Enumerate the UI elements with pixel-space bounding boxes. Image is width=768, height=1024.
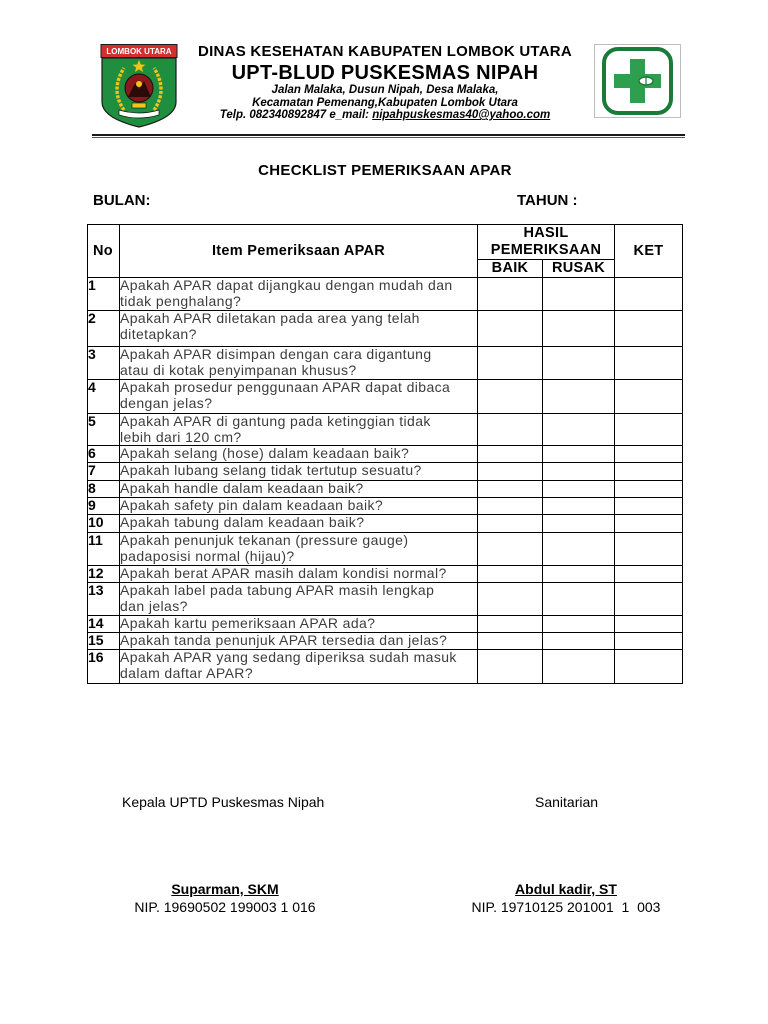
item-text: Apakah prosedur penggunaan APAR dapat dibaca dengan jelas?: [120, 380, 478, 414]
result-damaged-cell: [543, 278, 615, 311]
result-damaged-cell: [543, 515, 615, 533]
header-result: HASIL PEMERIKSAAN: [478, 225, 615, 260]
row-number: 10: [88, 515, 120, 533]
item-text: Apakah berat APAR masih dalam kondisi normal?: [120, 566, 478, 583]
table-row: [88, 498, 683, 515]
table-row: [88, 446, 683, 463]
row-number: 8: [88, 481, 120, 498]
table-row: [88, 533, 683, 566]
left-signatory-role: Kepala UPTD Puskesmas Nipah: [122, 794, 325, 810]
row-number: 14: [88, 616, 120, 633]
left-signatory-nip: NIP. 19690502 199003 1 016: [134, 899, 316, 915]
phone-number: Telp. 082340892847: [219, 109, 327, 121]
row-number: 3: [88, 347, 120, 380]
institution-name: UPT-BLUD PUSKESMAS NIPAH: [231, 62, 539, 84]
table-row: [88, 650, 683, 684]
item-text: Apakah APAR yang sedang diperiksa sudah masuk dalam daftar APAR?: [120, 650, 478, 684]
logo-banner-text: LOMBOK UTARA: [106, 47, 172, 56]
table-header-row: [88, 225, 683, 260]
apar-checklist-table: [87, 224, 683, 684]
note-cell: [615, 633, 683, 650]
result-damaged-cell: [543, 633, 615, 650]
item-text: Apakah lubang selang tidak tertutup sesuatu?: [120, 463, 478, 481]
item-text: Apakah penunjuk tekanan (pressure gauge) padaposisi normal (hijau)?: [120, 533, 478, 566]
note-cell: [615, 583, 683, 616]
email-label: e_mail:: [329, 109, 369, 121]
result-damaged-cell: [543, 533, 615, 566]
note-cell: [615, 414, 683, 446]
letterhead-divider-thin: [92, 137, 685, 138]
item-text: Apakah selang (hose) dalam keadaan baik?: [120, 446, 478, 463]
table-row: [88, 515, 683, 533]
note-cell: [615, 533, 683, 566]
header-no: No: [88, 225, 120, 278]
row-number: 12: [88, 566, 120, 583]
result-damaged-cell: [543, 616, 615, 633]
right-signatory-role: Sanitarian: [535, 794, 599, 810]
table-row: [88, 380, 683, 414]
note-cell: [615, 463, 683, 481]
result-good-cell: [478, 347, 543, 380]
header-damaged: RUSAK: [543, 260, 615, 278]
address-line-1: Jalan Malaka, Dusun Nipah, Desa Malaka,: [271, 84, 499, 96]
year-label: TAHUN :: [517, 192, 578, 209]
document-title: CHECKLIST PEMERIKSAAN APAR: [258, 162, 512, 179]
table-row: [88, 347, 683, 380]
email-address: nipahpuskesmas40@yahoo.com: [372, 109, 551, 121]
row-number: 13: [88, 583, 120, 616]
row-number: 7: [88, 463, 120, 481]
result-good-cell: [478, 414, 543, 446]
result-good-cell: [478, 566, 543, 583]
lombok-utara-emblem-icon: [100, 44, 178, 128]
result-good-cell: [478, 380, 543, 414]
item-text: Apakah tabung dalam keadaan baik?: [120, 515, 478, 533]
note-cell: [615, 481, 683, 498]
right-signatory-name: Abdul kadir, ST: [515, 881, 617, 897]
header-good: BAIK: [478, 260, 543, 278]
puskesmas-logo-icon: [594, 44, 681, 118]
item-text: Apakah APAR disimpan dengan cara digantung atau di kotak penyimpanan khusus?: [120, 347, 478, 380]
note-cell: [615, 498, 683, 515]
table-row: [88, 633, 683, 650]
item-text: Apakah APAR di gantung pada ketinggian tidak lebih dari 120 cm?: [120, 414, 478, 446]
row-number: 11: [88, 533, 120, 566]
result-damaged-cell: [543, 481, 615, 498]
result-good-cell: [478, 616, 543, 633]
row-number: 15: [88, 633, 120, 650]
table-row: [88, 311, 683, 347]
result-good-cell: [478, 650, 543, 684]
result-good-cell: [478, 583, 543, 616]
result-damaged-cell: [543, 463, 615, 481]
row-number: 4: [88, 380, 120, 414]
table-row: [88, 566, 683, 583]
result-damaged-cell: [543, 498, 615, 515]
result-good-cell: [478, 463, 543, 481]
result-damaged-cell: [543, 583, 615, 616]
result-good-cell: [478, 515, 543, 533]
result-damaged-cell: [543, 311, 615, 347]
row-number: 5: [88, 414, 120, 446]
month-label: BULAN:: [93, 192, 151, 209]
note-cell: [615, 515, 683, 533]
item-text: Apakah label pada tabung APAR masih lengkap dan jelas?: [120, 583, 478, 616]
row-number: 9: [88, 498, 120, 515]
header-item: Item Pemeriksaan APAR: [120, 225, 478, 278]
table-row: [88, 481, 683, 498]
result-good-cell: [478, 533, 543, 566]
note-cell: [615, 380, 683, 414]
result-good-cell: [478, 633, 543, 650]
letterhead-divider: [92, 134, 685, 136]
item-text: Apakah APAR diletakan pada area yang telah ditetapkan?: [120, 311, 478, 347]
result-good-cell: [478, 446, 543, 463]
item-text: Apakah handle dalam keadaan baik?: [120, 481, 478, 498]
right-signatory-nip: NIP. 19710125 201001 1 003: [471, 899, 661, 915]
table-row: [88, 278, 683, 311]
result-good-cell: [478, 498, 543, 515]
note-cell: [615, 650, 683, 684]
item-text: Apakah safety pin dalam keadaan baik?: [120, 498, 478, 515]
note-cell: [615, 311, 683, 347]
note-cell: [615, 347, 683, 380]
result-damaged-cell: [543, 650, 615, 684]
result-damaged-cell: [543, 347, 615, 380]
item-text: Apakah kartu pemeriksaan APAR ada?: [120, 616, 478, 633]
result-damaged-cell: [543, 380, 615, 414]
result-damaged-cell: [543, 414, 615, 446]
note-cell: [615, 566, 683, 583]
row-number: 2: [88, 311, 120, 347]
table-row: [88, 616, 683, 633]
table-row: [88, 583, 683, 616]
left-signatory-name: Suparman, SKM: [171, 881, 279, 897]
item-text: Apakah APAR dapat dijangkau dengan mudah dan tidak penghalang?: [120, 278, 478, 311]
address-line-2: Kecamatan Pemenang,Kabupaten Lombok Utara: [252, 97, 518, 109]
table-row: [88, 414, 683, 446]
note-cell: [615, 616, 683, 633]
contact-line: [180, 109, 590, 122]
result-good-cell: [478, 278, 543, 311]
row-number: 16: [88, 650, 120, 684]
table-row: [88, 463, 683, 481]
agency-name: DINAS KESEHATAN KABUPATEN LOMBOK UTARA: [198, 43, 572, 60]
note-cell: [615, 446, 683, 463]
result-damaged-cell: [543, 446, 615, 463]
result-good-cell: [478, 311, 543, 347]
row-number: 6: [88, 446, 120, 463]
note-cell: [615, 278, 683, 311]
row-number: 1: [88, 278, 120, 311]
header-note: KET: [615, 225, 683, 278]
result-good-cell: [478, 481, 543, 498]
item-text: Apakah tanda penunjuk APAR tersedia dan jelas?: [120, 633, 478, 650]
result-damaged-cell: [543, 566, 615, 583]
